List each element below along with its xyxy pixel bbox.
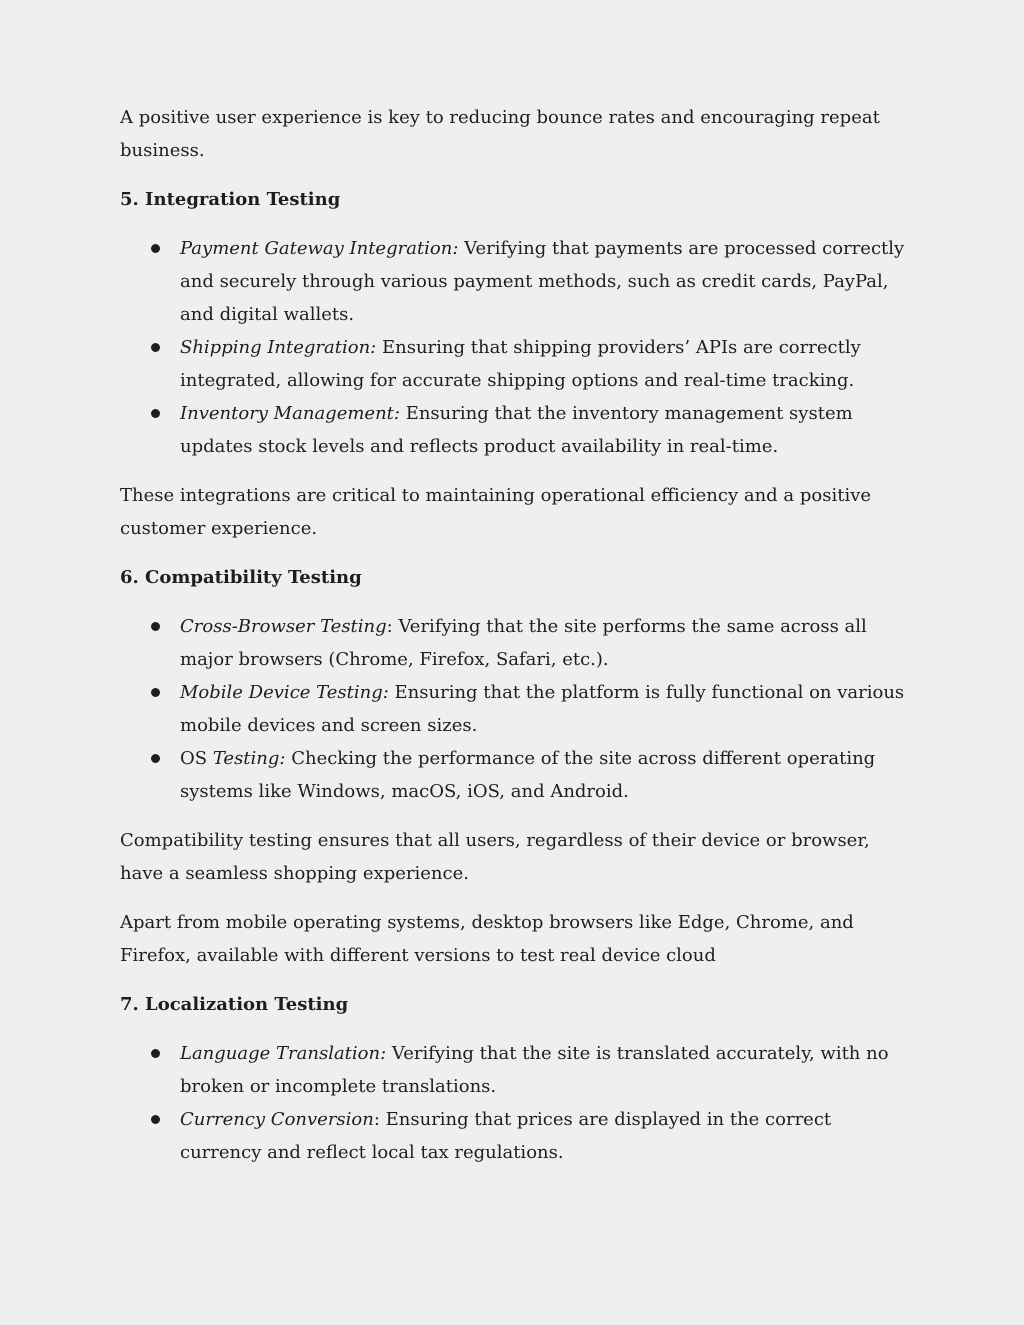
list-item [120, 742, 910, 808]
bullet-icon [151, 1049, 160, 1058]
bullet-list-integration-testing [120, 232, 910, 463]
section-heading-compatibility-testing: 6. Compatibility Testing [120, 567, 362, 588]
list-item [120, 1037, 910, 1103]
list-item-term: Inventory Management: [180, 403, 400, 424]
list-item-term: Testing: [212, 748, 286, 769]
paragraph: These integrations are critical to maintaining operational efficiency and a positive customer experience. [120, 485, 872, 539]
list-item-term: Language Translation: [180, 1043, 387, 1064]
paragraph: Apart from mobile operating systems, desktop browsers like Edge, Chrome, and Firefox, available with different versions to test real device cloud [120, 912, 854, 966]
list-item-description: Ensuring that the platform is fully functional on various mobile devices and screen sizes. [180, 682, 905, 736]
list-item-prefix: OS [180, 748, 213, 769]
list-item-term: Cross-Browser Testing [180, 616, 387, 637]
bullet-icon [151, 622, 160, 631]
list-item-description: Ensuring that shipping providers’ APIs are correctly integrated, allowing for accurate shipping options and real-time tracking. [180, 337, 861, 391]
list-item-description: : Verifying that the site performs the same across all major browsers (Chrome, Firefox, Safari, etc.). [180, 616, 867, 670]
list-item-description: Verifying that the site is translated accurately, with no broken or incomplete translations. [180, 1043, 889, 1097]
bullet-icon [151, 343, 160, 352]
list-item-description: Ensuring that the inventory management system updates stock levels and reflects product availability in real-time. [180, 403, 853, 457]
list-item [120, 610, 910, 676]
list-item [120, 1103, 910, 1169]
list-item-term: Currency Conversion [180, 1109, 374, 1130]
section-heading-integration-testing: 5. Integration Testing [120, 189, 341, 210]
intro-paragraph: A positive user experience is key to reducing bounce rates and encouraging repeat business. [120, 107, 880, 161]
bullet-icon [151, 754, 160, 763]
paragraph: Compatibility testing ensures that all users, regardless of their device or browser, have a seamless shopping experience. [120, 830, 870, 884]
list-item-description: Checking the performance of the site across different operating systems like Windows, macOS, iOS, and Android. [180, 748, 876, 802]
list-item [120, 397, 910, 463]
bullet-icon [151, 1115, 160, 1124]
list-item-term: Shipping Integration: [180, 337, 377, 358]
bullet-icon [151, 244, 160, 253]
bullet-icon [151, 688, 160, 697]
list-item [120, 232, 910, 331]
list-item-term: Payment Gateway Integration: [180, 238, 459, 259]
list-item-term: Mobile Device Testing: [180, 682, 389, 703]
list-item [120, 331, 910, 397]
list-item-description: Verifying that payments are processed correctly and securely through various payment methods, such as credit cards, PayPal, and digital wallets. [180, 238, 905, 325]
list-item [120, 676, 910, 742]
list-item-description: : Ensuring that prices are displayed in the correct currency and reflect local tax regulations. [180, 1109, 832, 1163]
bullet-icon [151, 409, 160, 418]
document-page [120, 101, 910, 1185]
section-heading-localization-testing: 7. Localization Testing [120, 994, 349, 1015]
bullet-list-localization-testing [120, 1037, 910, 1169]
bullet-list-compatibility-testing [120, 610, 910, 808]
